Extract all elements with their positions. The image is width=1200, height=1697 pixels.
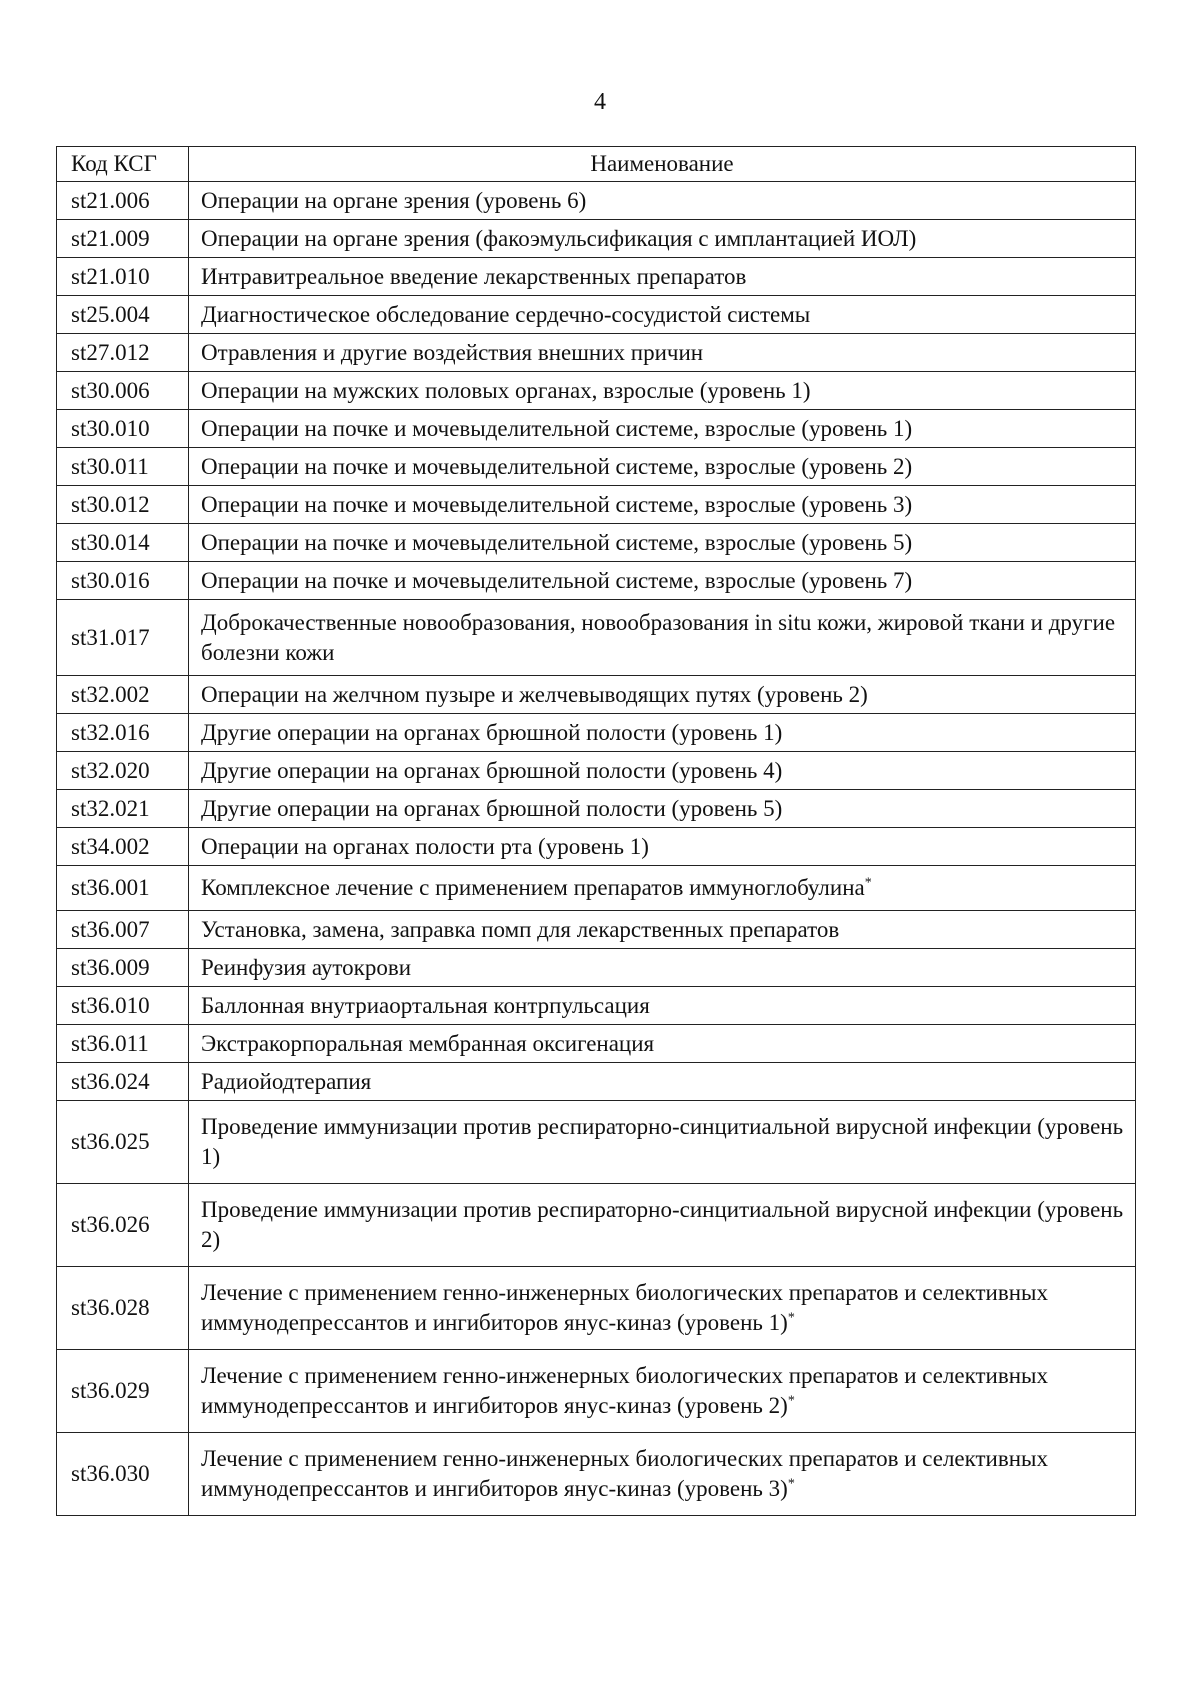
row-name: [189, 866, 1136, 911]
row-code: st30.014: [57, 524, 189, 562]
row-code: st36.024: [57, 1063, 189, 1101]
table-row: [57, 296, 1136, 334]
row-name: [189, 828, 1136, 866]
row-name: [189, 1267, 1136, 1350]
row-name-text: Операции на желчном пузыре и желчевыводящих путях (уровень 2): [201, 681, 868, 707]
row-code: st31.017: [57, 600, 189, 676]
row-name: [189, 258, 1136, 296]
row-name-text: Реинфузия аутокрови: [201, 954, 411, 980]
row-name-text: Интравитреальное введение лекарственных препаратов: [201, 263, 747, 289]
row-name-text: Диагностическое обследование сердечно-сосудистой системы: [201, 301, 811, 327]
footnote-mark: *: [787, 1310, 795, 1326]
row-code: st21.010: [57, 258, 189, 296]
table-header-row: [57, 147, 1136, 182]
footnote-mark: *: [787, 1476, 795, 1492]
table-row: [57, 258, 1136, 296]
row-name-text: Проведение иммунизации против респираторно-синцитиальной вирусной инфекции (уровень 2): [201, 1197, 1124, 1252]
ksg-table: [56, 146, 1136, 1516]
table-row: [57, 752, 1136, 790]
row-name: [189, 296, 1136, 334]
table-row: [57, 790, 1136, 828]
row-code: st25.004: [57, 296, 189, 334]
table-row: [57, 334, 1136, 372]
table-row: [57, 714, 1136, 752]
row-name: [189, 790, 1136, 828]
row-code: st21.006: [57, 182, 189, 220]
row-name: [189, 600, 1136, 676]
row-code: st27.012: [57, 334, 189, 372]
table-row: [57, 1184, 1136, 1267]
row-code: st36.001: [57, 866, 189, 911]
row-name-text: Доброкачественные новообразования, новообразования in situ кожи, жировой ткани и другие болезни кожи: [201, 609, 1116, 665]
table-row: [57, 1433, 1136, 1516]
row-name-text: Радиойодтерапия: [201, 1068, 372, 1094]
row-name: [189, 524, 1136, 562]
row-name: [189, 1101, 1136, 1184]
row-name: [189, 752, 1136, 790]
table-row: [57, 410, 1136, 448]
table-row: [57, 1025, 1136, 1063]
table-row: [57, 372, 1136, 410]
row-name-text: Лечение с применением генно-инженерных биологических препаратов и селективных иммунодепрессантов и ингибиторов янус-киназ (уровень 2): [201, 1363, 1048, 1418]
row-code: st32.016: [57, 714, 189, 752]
row-code: st36.030: [57, 1433, 189, 1516]
row-name: [189, 987, 1136, 1025]
row-code: st30.012: [57, 486, 189, 524]
row-name: [189, 911, 1136, 949]
row-name: [189, 1025, 1136, 1063]
row-name-text: Комплексное лечение с применением препаратов иммуноглобулина: [201, 875, 865, 900]
row-name-text: Операции на почке и мочевыделительной системе, взрослые (уровень 2): [201, 453, 913, 479]
table-row: [57, 600, 1136, 676]
table-row: [57, 182, 1136, 220]
row-name-text: Лечение с применением генно-инженерных биологических препаратов и селективных иммунодепрессантов и ингибиторов янус-киназ (уровень 1): [201, 1280, 1048, 1335]
table-row: [57, 486, 1136, 524]
row-code: st32.021: [57, 790, 189, 828]
row-name-text: Другие операции на органах брюшной полости (уровень 1): [201, 719, 783, 745]
row-name-text: Экстракорпоральная мембранная оксигенация: [201, 1030, 655, 1056]
row-code: st36.025: [57, 1101, 189, 1184]
header-code: Код КСГ: [57, 147, 189, 182]
table-row: [57, 676, 1136, 714]
table-row: [57, 1063, 1136, 1101]
row-name: [189, 334, 1136, 372]
table-row: [57, 220, 1136, 258]
row-name-text: Проведение иммунизации против респираторно-синцитиальной вирусной инфекции (уровень 1): [201, 1114, 1124, 1169]
row-name: [189, 1063, 1136, 1101]
row-code: st36.007: [57, 911, 189, 949]
row-name-text: Операции на мужских половых органах, взрослые (уровень 1): [201, 377, 811, 403]
table-row: [57, 448, 1136, 486]
row-name: [189, 1184, 1136, 1267]
row-code: st34.002: [57, 828, 189, 866]
row-name-text: Отравления и другие воздействия внешних причин: [201, 339, 704, 365]
row-code: st30.006: [57, 372, 189, 410]
row-name-text: Установка, замена, заправка помп для лекарственных препаратов: [201, 916, 840, 942]
row-name-text: Операции на почке и мочевыделительной системе, взрослые (уровень 7): [201, 567, 913, 593]
table-row: [57, 911, 1136, 949]
table-row: [57, 1267, 1136, 1350]
table-row: [57, 1350, 1136, 1433]
row-name: [189, 410, 1136, 448]
table-row: [57, 866, 1136, 911]
row-code: st30.016: [57, 562, 189, 600]
row-name: [189, 486, 1136, 524]
row-code: st32.020: [57, 752, 189, 790]
table-row: [57, 949, 1136, 987]
row-code: st36.029: [57, 1350, 189, 1433]
row-name-text: Другие операции на органах брюшной полости (уровень 4): [201, 757, 783, 783]
table-row: [57, 524, 1136, 562]
row-name-text: Операции на органах полости рта (уровень 1): [201, 833, 649, 859]
row-name-text: Баллонная внутриаортальная контрпульсация: [201, 992, 650, 1018]
row-name-text: Другие операции на органах брюшной полости (уровень 5): [201, 795, 783, 821]
row-name: [189, 220, 1136, 258]
table-row: [57, 987, 1136, 1025]
row-name: [189, 448, 1136, 486]
footnote-mark: *: [787, 1393, 795, 1409]
header-name: Наименование: [189, 147, 1136, 182]
row-code: st36.010: [57, 987, 189, 1025]
row-name: [189, 372, 1136, 410]
row-name-text: Операции на почке и мочевыделительной системе, взрослые (уровень 3): [201, 491, 913, 517]
row-name: [189, 562, 1136, 600]
row-name: [189, 714, 1136, 752]
row-name: [189, 182, 1136, 220]
table-row: [57, 562, 1136, 600]
page-number: 4: [594, 89, 606, 115]
row-name-text: Операции на почке и мочевыделительной системе, взрослые (уровень 5): [201, 529, 913, 555]
row-name-text: Операции на органе зрения (факоэмульсификация с имплантацией ИОЛ): [201, 225, 917, 251]
row-name: [189, 676, 1136, 714]
row-name-text: Операции на почке и мочевыделительной системе, взрослые (уровень 1): [201, 415, 913, 441]
row-code: st21.009: [57, 220, 189, 258]
row-name-text: Операции на органе зрения (уровень 6): [201, 187, 587, 213]
row-name-text: Лечение с применением генно-инженерных биологических препаратов и селективных иммунодепрессантов и ингибиторов янус-киназ (уровень 3): [201, 1446, 1048, 1501]
row-code: st36.011: [57, 1025, 189, 1063]
row-code: st30.011: [57, 448, 189, 486]
row-name: [189, 1350, 1136, 1433]
row-code: st36.009: [57, 949, 189, 987]
row-code: st30.010: [57, 410, 189, 448]
row-code: st32.002: [57, 676, 189, 714]
row-name: [189, 949, 1136, 987]
row-name: [189, 1433, 1136, 1516]
row-code: st36.028: [57, 1267, 189, 1350]
footnote-mark: *: [864, 875, 872, 891]
table-row: [57, 828, 1136, 866]
table-row: [57, 1101, 1136, 1184]
row-code: st36.026: [57, 1184, 189, 1267]
